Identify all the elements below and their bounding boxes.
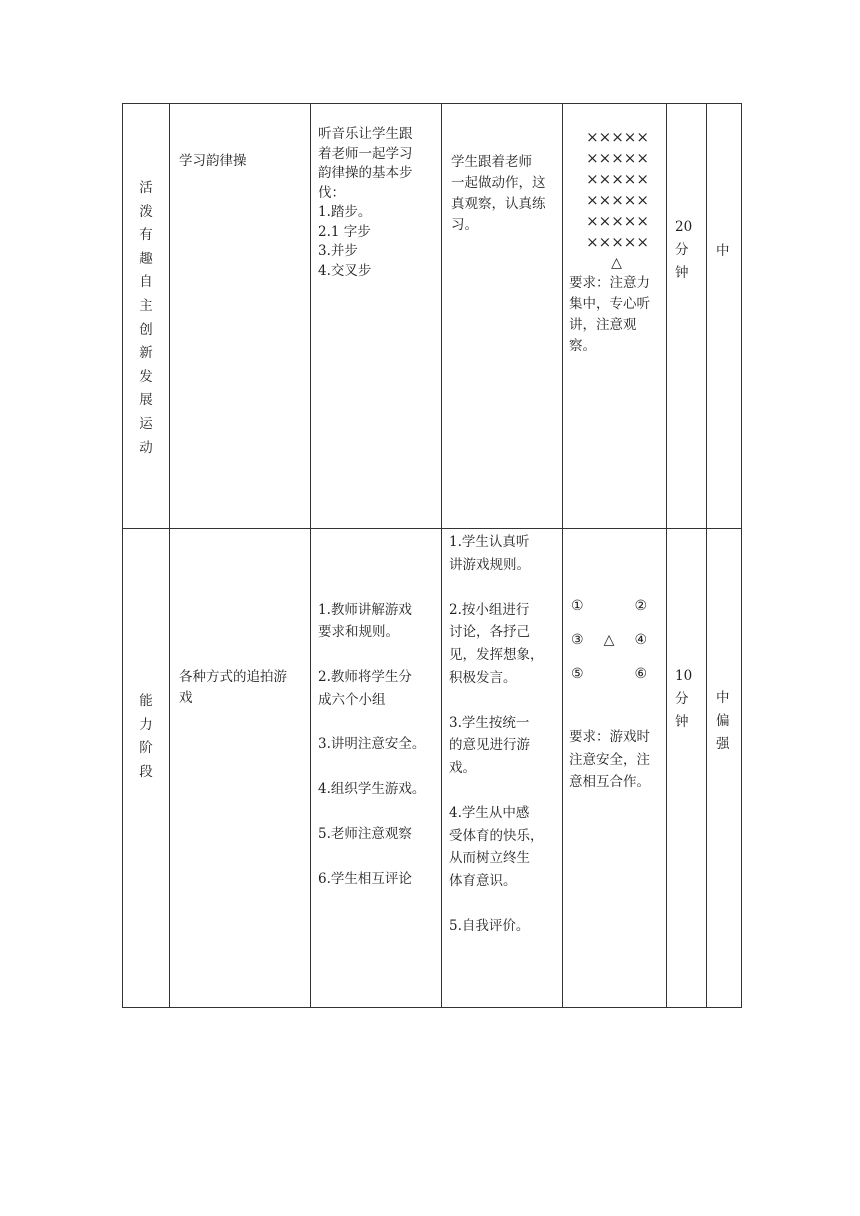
student-activity-text: 1.学生认真听 讲游戏规则。 2.按小组进行 讨论，各抒己 见，发挥想象， 积极发言。 3.学生按统一 的意见进行游 戏。 4.学生从中感 受体育的快乐， 从而树立终生 体育意识。 5.自我评价。 xyxy=(449,534,544,935)
teacher-position-icon: △ xyxy=(611,255,622,271)
teacher-position-icon: △ xyxy=(603,632,615,648)
position-marker: ⑤ xyxy=(571,666,584,682)
content-cell xyxy=(170,104,311,529)
teacher-activity-text: 1.教师讲解游戏 要求和规则。 2.教师将学生分 成六个小组 3.讲明注意安全。 4.组织学生游戏。 5.老师注意观察 6.学生相互评论 xyxy=(318,602,426,887)
time-cell xyxy=(667,529,707,1008)
time-text: 20 分 钟 xyxy=(675,219,693,281)
content-cell xyxy=(170,529,311,1008)
position-marker: ① xyxy=(571,598,584,614)
stage-cell xyxy=(123,104,170,529)
teacher-activity-cell xyxy=(311,104,442,529)
lesson-plan-table xyxy=(122,103,742,1008)
teacher-activity-cell xyxy=(311,529,442,1008)
table-row xyxy=(123,104,742,529)
group-positions-diagram xyxy=(563,595,666,686)
student-activity-cell xyxy=(442,529,563,1008)
formation-cell xyxy=(563,529,667,1008)
time-cell xyxy=(667,104,707,529)
student-activity-cell xyxy=(442,104,563,529)
stage-label: 活 泼 有 趣 自 主 创 新 发 展 运 动 xyxy=(139,180,153,456)
position-row xyxy=(571,663,647,686)
teacher-activity-text: 听音乐让学生跟 着老师一起学习 韵律操的基本步 伐： 1.踏步。 2.1 字步 3.并步 4.交叉步 xyxy=(318,126,413,279)
position-marker: ④ xyxy=(634,632,647,648)
stage-cell xyxy=(123,529,170,1008)
time-text: 10 分 钟 xyxy=(675,668,693,730)
formation-diagram: ××××× ××××× ××××× ××××× ××××× ××××× xyxy=(586,128,649,251)
position-row xyxy=(571,595,647,618)
position-marker: ⑥ xyxy=(634,666,647,682)
intensity-text: 中 xyxy=(716,243,730,259)
content-text: 学习韵律操 xyxy=(179,153,247,169)
intensity-text: 中 偏 强 xyxy=(716,690,730,752)
intensity-cell xyxy=(707,529,742,1008)
stage-label: 能 力 阶 段 xyxy=(139,693,153,780)
position-row xyxy=(571,629,647,652)
formation-cell xyxy=(563,104,667,529)
position-marker: ② xyxy=(634,598,647,614)
requirement-text: 要求：游戏时 注意安全，注 意相互合作。 xyxy=(569,729,650,790)
table-row xyxy=(123,529,742,1008)
intensity-cell xyxy=(707,104,742,529)
content-text: 各种方式的追拍游 戏 xyxy=(179,669,287,706)
requirement-text: 要求：注意力 集中，专心听 讲，注意观 察。 xyxy=(569,275,650,354)
student-activity-text: 学生跟着老师 一起做动作，这 真观察，认真练 习。 xyxy=(451,154,546,233)
position-marker: ③ xyxy=(571,632,584,648)
